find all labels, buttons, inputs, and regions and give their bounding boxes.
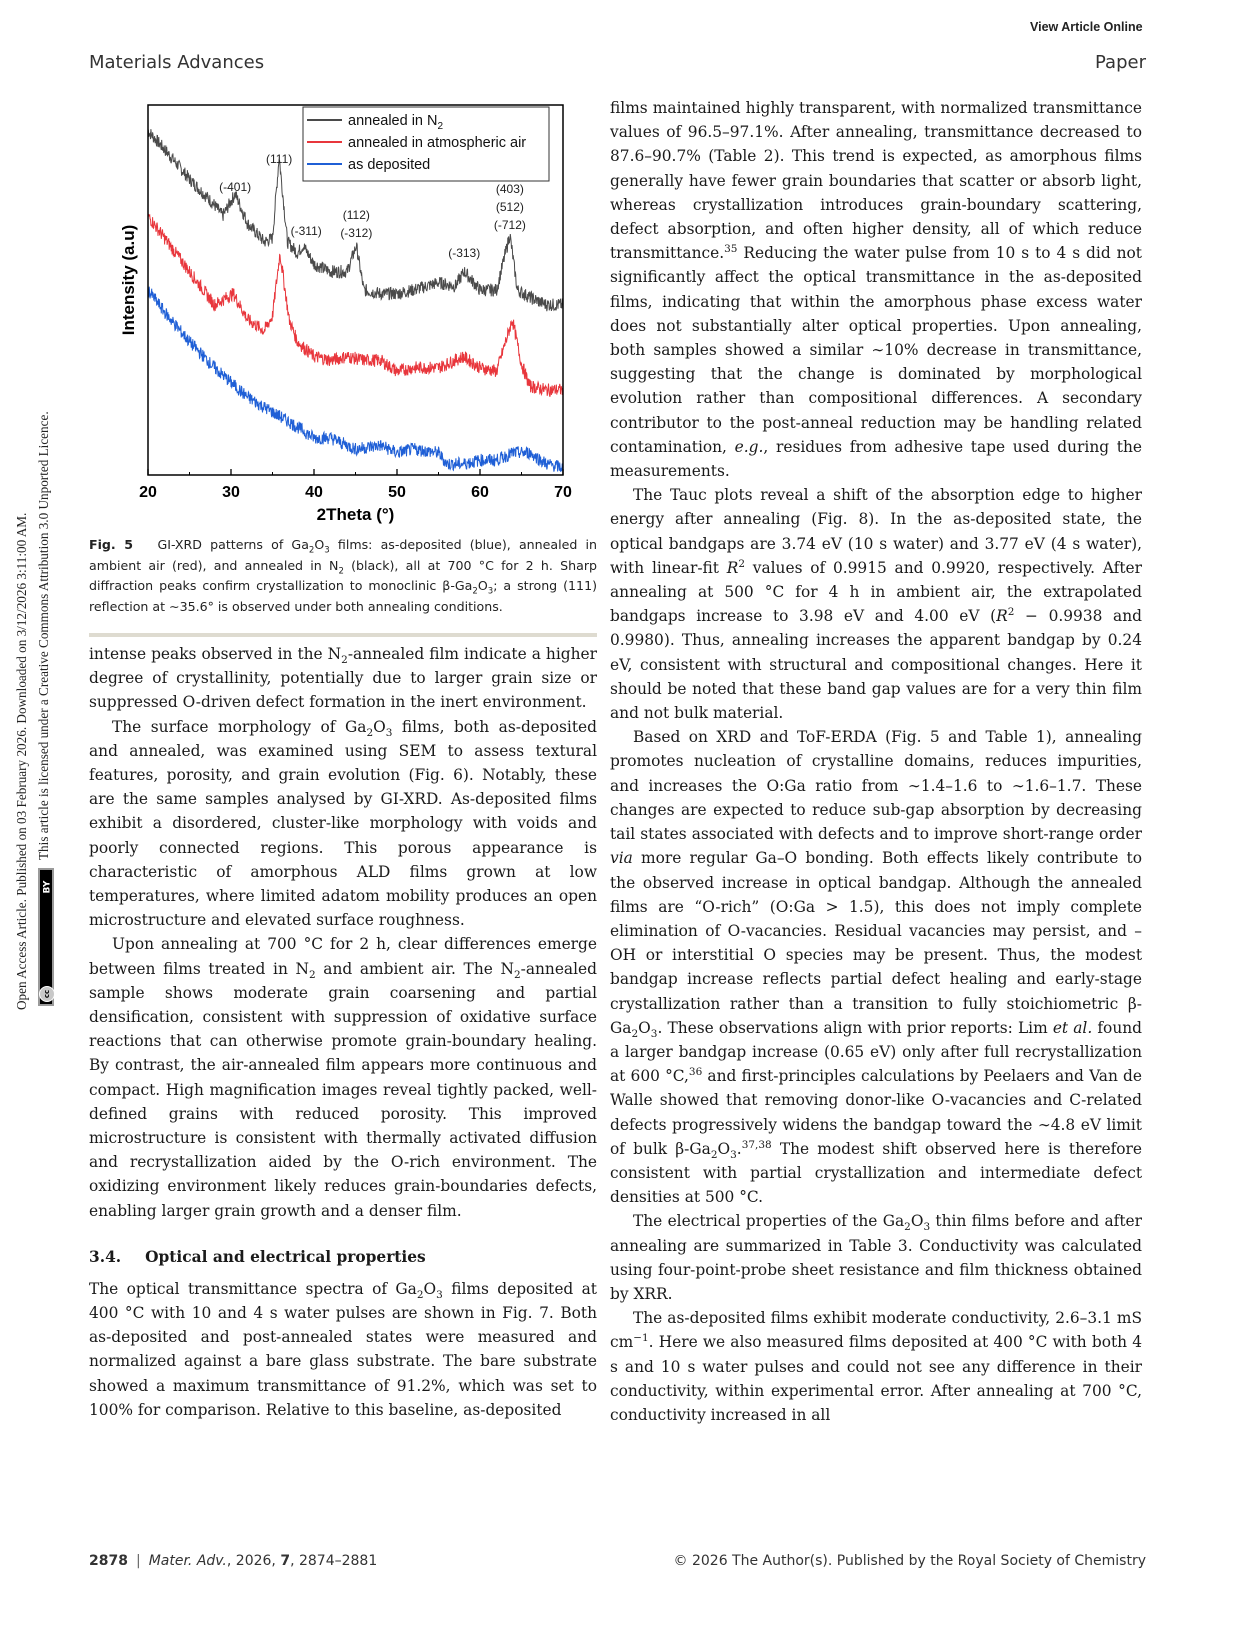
open-access-notice: Open Access Article. Published on 03 February 2026. Downloaded on 3/12/2026 3:11:00 AM. xyxy=(14,512,29,1010)
section-heading xyxy=(89,1245,597,1269)
journal-name: Materials Advances xyxy=(89,52,265,73)
citation-volume: 7 xyxy=(280,1553,291,1569)
license-strip xyxy=(8,300,56,1020)
footer-copyright: © 2026 The Author(s). Published by the Royal Society of Chemistry xyxy=(673,1553,1146,1569)
peak-label: (112) xyxy=(342,208,370,222)
citation-pages: , 2874–2881 xyxy=(290,1553,378,1569)
series-line xyxy=(148,214,563,396)
cc-icon: cc xyxy=(39,986,55,1002)
right-column xyxy=(610,96,1142,1427)
cc-by-badge-icon[interactable] xyxy=(38,868,54,1006)
caption-text: GI-XRD patterns of $Ga_2O_3$ films: as-deposited (blue), annealed in ambient air (red), and annealed in $N_2$ (black), all at 700 °C for 2 h. Sharp diffraction peaks confirm crystallization to monoclinic $\beta-Ga_2O_3$; a strong (111) reflection at ∼35.6° is observed under both annealing conditions. xyxy=(89,537,598,614)
figure-caption xyxy=(89,535,597,617)
legend-entry: as deposited xyxy=(348,157,431,173)
section-number: 3.4. xyxy=(89,1247,122,1266)
left-column xyxy=(89,642,597,1422)
journal-abbrev: Mater. Adv. xyxy=(148,1553,227,1569)
peak-label: (-712) xyxy=(493,218,526,232)
x-axis-label: 2Theta (°) xyxy=(316,505,395,524)
figure-xrd-chart xyxy=(110,95,580,525)
paragraph: The as-deposited films exhibit moderate conductivity, 2.6–3.1 mS $cm^{-1}$. Here we also measured films deposited at 400 °C with both 4 s and 10 s water pulses and could not see any difference in their conductivity, within experimental error. After annealing at 700 °C, conductivity increased in all xyxy=(610,1309,1142,1424)
paragraph: Upon annealing at 700 °C for 2 h, clear differences emerge between films treated in $N_2$ and ambient air. The $N_2$-annealed sample shows moderate grain coarsening and partial densification, consistent with suppression of oxidative surface reactions that can otherwise promote grain-boundary healing. By contrast, the air-annealed film appears more continuous and compact. High magnification images reveal tightly packed, well-defined grains with reduced porosity. This improved microstructure is consistent with thermally activated diffusion and recrystallization aided by the O-rich environment. The oxidizing environment likely reduces grain-boundaries defects, enabling larger grain growth and a denser film. xyxy=(89,935,597,1220)
paragraph: The electrical properties of the $Ga_2O_3$ thin films before and after annealing are summarized in Table 3. Conductivity was calculated using four-point-probe sheet resistance and film thickness obtained by XRR. xyxy=(610,1212,1142,1303)
legend-entry: annealed in atmospheric air xyxy=(348,135,527,151)
page-number: 2878 xyxy=(89,1553,128,1569)
peak-label: (512) xyxy=(495,200,524,214)
x-tick-label: 40 xyxy=(305,484,323,501)
figure-label: Fig. 5 xyxy=(89,537,134,552)
paragraph: intense peaks observed in the $N_2$-annealed film indicate a higher degree of crystallinity, potentially due to larger grain size or suppressed O-driven defect formation in the inert environment. xyxy=(89,645,597,712)
view-article-online-link[interactable]: View Article Online xyxy=(1030,20,1143,34)
paragraph: The Tauc plots reveal a shift of the absorption edge to higher energy after annealing (Fig. 8). In the as-deposited state, the optical bandgaps are 3.74 eV (10 s water) and 3.77 eV (4 s water), with linear-fit $R^2$ values of 0.9915 and 0.9920, respectively. After annealing at 500 °C for 4 h in ambient air, the extrapolated bandgaps increase to 3.98 eV and 4.00 eV ($R^2 - 0.9938$ and 0.9980). Thus, annealing increases the apparent bandgap by 0.24 eV, consistent with structural and compositional changes. Here it should be noted that these band gap values are for a very thin film and not bulk material. xyxy=(610,486,1142,723)
footer-citation: 2878 | Mater. Adv., 2026, 7, 2874–2881 xyxy=(89,1553,378,1569)
paragraph: Based on XRD and ToF-ERDA (Fig. 5 and Table 1), annealing promotes nucleation of crystalline domains, reduces impurities, and increases the O:Ga ratio from ∼1.4–1.6 to ∼1.6–1.7. These changes are expected to reduce sub-gap absorption by decreasing tail states associated with defects and to improve short-range order via more regular Ga–O bonding. Both effects likely contribute to the observed increase in optical bandgap. Although the annealed films are “O-rich” (O:Ga > 1.5), this does not imply complete elimination of O-vacancies. Residual vacancies may persist, and –OH or interstitial O species may be present. Thus, the modest bandgap increase reflects partial defect healing and early-stage crystallization rather than a transition to fully stoichiometric $\beta-Ga_2O_3$. These observations align with prior reports: Lim et al. found a larger bandgap increase (0.65 eV) only after full recrystallization at 600 °C,$^{36}$ and first-principles calculations by Peelaers and Van de Walle showed that removing donor-like O-vacancies and C-related defects progressively widens the bandgap toward the ∼4.8 eV limit of bulk $\beta-Ga_2O_3.^{37,38}$ The modest shift observed here is therefore consistent with partial crystallization and intermediate defect densities at 500 °C. xyxy=(610,728,1143,1207)
peak-label: (111) xyxy=(266,152,293,166)
peak-label: (-313) xyxy=(448,246,481,260)
citation-year: , 2026, xyxy=(226,1553,281,1569)
x-tick-label: 70 xyxy=(554,484,572,501)
xrd-plot xyxy=(110,95,580,525)
section-label: Paper xyxy=(1095,52,1146,73)
paragraph: The surface morphology of $Ga_2O_3$ films, both as-deposited and annealed, was examined using SEM to assess textural features, porosity, and grain evolution (Fig. 6). Notably, these are the same samples analysed by GI-XRD. As-deposited films exhibit a disordered, cluster-like morphology with voids and poorly connected regions. This porous appearance is characteristic of amorphous ALD films grown at low temperatures, where limited adatom mobility produces an open microstructure and elevated surface roughness. xyxy=(89,717,597,930)
x-tick-label: 50 xyxy=(388,484,406,501)
legend-entry: annealed in $N_2$ xyxy=(348,113,444,132)
peak-label: (-311) xyxy=(290,224,322,238)
figure-separator xyxy=(89,633,597,637)
peak-label: (403) xyxy=(495,182,524,196)
paragraph: The optical transmittance spectra of $Ga_2O_3$ films deposited at 400 °C with 10 and 4 s water pulses are shown in Fig. 7. Both as-deposited and post-annealed states were measured and normalized against a bare glass substrate. The bare substrate showed a maximum transmittance of 91.2%, which was set to 100% for comparison. Relative to this baseline, as-deposited xyxy=(89,1279,597,1419)
paragraph: films maintained highly transparent, with normalized transmittance values of 96.5–97.1%. After annealing, transmittance decreased to 87.6–90.7% (Table 2). This trend is expected, as amorphous films generally have fewer grain boundaries that scatter or absorb light, whereas crystallization introduces grain-boundary scattering, defect absorption, and often higher density, all of which reduce transmittance.$^{35}$ Reducing the water pulse from 10 s to 4 s did not significantly affect the optical transmittance in the as-deposited films, indicating that within the amorphous phase excess water does not substantially alter optical properties. Upon annealing, both samples showed a similar ∼10% decrease in transmittance, suggesting that the change is dominated by morphological evolution rather than compositional differences. A secondary contributor to the post-anneal reduction may be handling related contamination, e.g., residues from adhesive tape used during the measurements. xyxy=(610,99,1142,481)
series-line xyxy=(148,287,563,472)
x-tick-label: 60 xyxy=(471,484,489,501)
x-tick-label: 20 xyxy=(139,484,157,501)
license-notice[interactable]: This article is licensed under a Creative Commons Attribution 3.0 Unported Licence. xyxy=(36,411,51,860)
peak-label: (-401) xyxy=(219,180,252,194)
x-tick-label: 30 xyxy=(222,484,240,501)
by-label: BY xyxy=(42,880,53,894)
y-axis-label: Intensity (a.u) xyxy=(119,224,138,336)
peak-label: (-312) xyxy=(340,226,373,240)
section-title: Optical and electrical properties xyxy=(145,1247,426,1266)
